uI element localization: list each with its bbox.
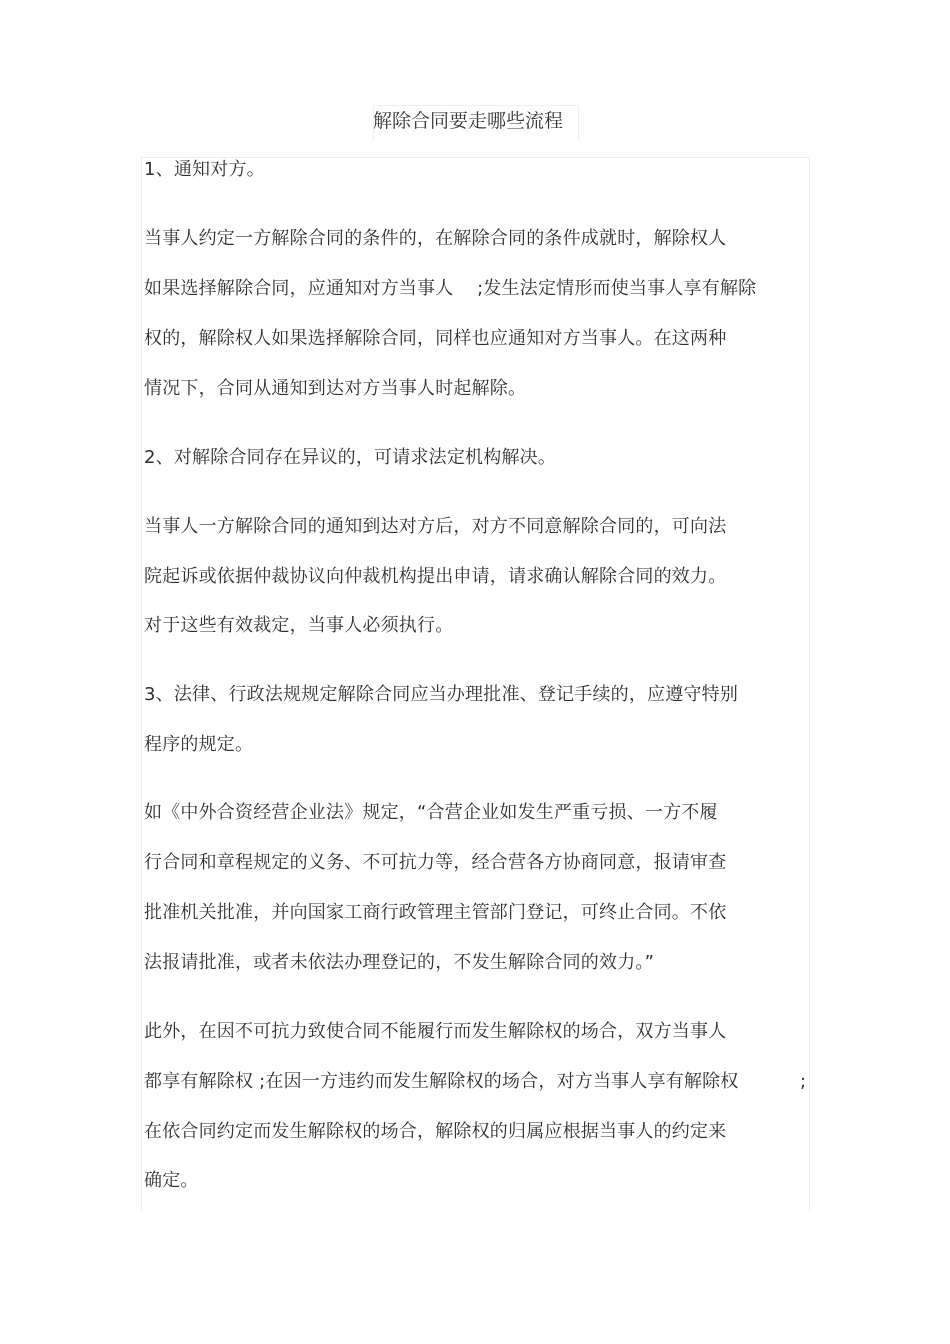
paragraph-line: 当事人一方解除合同的通知到达对方后，对方不同意解除合同的，可向法: [144, 516, 727, 537]
paragraph-line: 对于这些有效裁定，当事人必须执行。: [144, 615, 454, 636]
paragraph-line: 在依合同约定而发生解除权的场合，解除权的归属应根据当事人的约定来: [144, 1121, 727, 1142]
paragraph-line: 批准机关批准，并向国家工商行政管理主管部门登记，可终止合同。不依: [144, 902, 727, 923]
paragraph-line: 如果选择解除合同，应通知对方当事人 ;发生法定情形而使当事人享有解除: [144, 278, 757, 299]
paragraph-line: 院起诉或依据仲裁协议向仲裁机构提出申请，请求确认解除合同的效力。: [144, 566, 727, 587]
paragraph-line: 都享有解除权 ;在因一方违约而发生解除权的场合，对方当事人享有解除权: [144, 1071, 739, 1092]
paragraph-line: 如《中外合资经营企业法》规定，“合营企业如发生严重亏损、一方不履: [144, 802, 718, 823]
paragraph-line: 权的，解除权人如果选择解除合同，同样也应通知对方当事人。在这两种: [144, 328, 727, 349]
paragraph-line: 此外，在因不可抗力致使合同不能履行而发生解除权的场合，双方当事人: [144, 1021, 727, 1042]
heading-1: 1、通知对方。: [144, 159, 265, 180]
paragraph-line: 情况下，合同从通知到达对方当事人时起解除。: [144, 378, 527, 399]
paragraph-line: 当事人约定一方解除合同的条件的，在解除合同的条件成就时，解除权人: [144, 228, 727, 249]
heading-2: 2、对解除合同存在异议的，可请求法定机构解决。: [144, 447, 557, 468]
paragraph-line: 行合同和章程规定的义务、不可抗力等，经合营各方协商同意，报请审查: [144, 852, 727, 873]
document-title: 解除合同要走哪些流程: [373, 110, 564, 132]
heading-3-continuation: 程序的规定。: [144, 734, 254, 755]
paragraph-line: 确定。: [144, 1170, 199, 1191]
heading-3: 3、法律、行政法规规定解除合同应当办理批准、登记手续的，应遵守特别: [144, 684, 739, 705]
trailing-semicolon: ;: [800, 1071, 807, 1092]
paragraph-line: 法报请批准，或者未依法办理登记的，不发生解除合同的效力。”: [144, 952, 655, 973]
